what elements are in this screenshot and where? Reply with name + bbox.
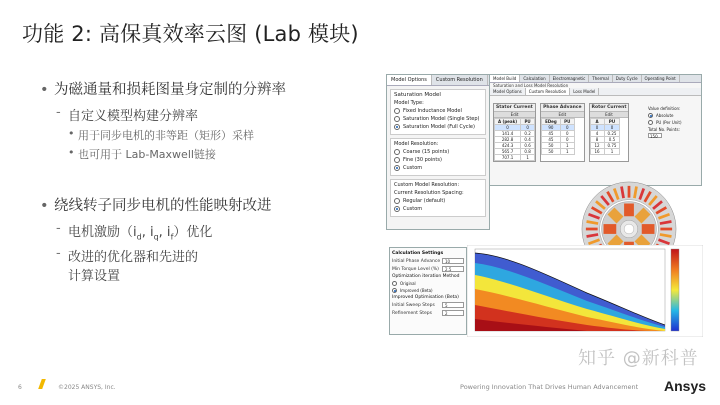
bullet-1-sub (56, 105, 380, 124)
table-cell[interactable]: 50 (542, 149, 561, 155)
edit-dropdown[interactable]: Edit (541, 111, 583, 118)
bullet-1-sub-a (68, 127, 380, 143)
value-definition-label: Value definition: (648, 106, 681, 111)
saturation-model-group (390, 89, 486, 135)
table-cell[interactable]: 707.1 (495, 155, 521, 161)
table-title: Stator Current (494, 104, 535, 111)
table-cell[interactable]: 1 (560, 143, 574, 149)
table-row[interactable] (495, 155, 535, 161)
sweep-input[interactable]: 5 (442, 302, 464, 308)
bullet-1 (40, 78, 380, 99)
table-cell[interactable]: 45 (542, 131, 561, 137)
model-options-panel (386, 74, 490, 230)
radio-selected-icon (394, 124, 400, 130)
dash-icon: - (56, 221, 61, 236)
radio-full-cycle[interactable]: Saturation Model (Full Cycle) (394, 124, 482, 130)
table-cell[interactable]: 0.75 (604, 143, 620, 149)
rotor-pole (624, 204, 634, 217)
table-cell[interactable]: 12 (590, 143, 604, 149)
min-torque-input[interactable]: 2.5 (442, 266, 464, 272)
radio-fixed-inductance[interactable]: Fixed Inductance Model (394, 108, 482, 114)
subtab-loss-model[interactable]: Loss Model (570, 88, 599, 95)
stator-slot (660, 228, 672, 231)
radio-regular[interactable]: Regular (default) (394, 198, 482, 204)
radio-icon (394, 198, 400, 204)
brand-slash-icon (38, 379, 46, 389)
panel-title: Calculation Settings (392, 251, 444, 256)
slide-title: 功能 2: 高保真效率云图 (Lab 模块) (22, 22, 359, 46)
bullet-1-sub-text: 自定义模型构建分辨率 (68, 109, 199, 124)
radio-absolute[interactable]: Absolute (648, 113, 682, 118)
radio-single-step[interactable]: Saturation Model (Single Step) (394, 116, 482, 122)
tab-calculation[interactable]: Calculation (520, 75, 549, 82)
bullet-2-sub-a-text: 电机激励（$i_d$, $i_q$, $i_f$）优化 (68, 225, 213, 242)
radio-selected-icon (394, 206, 400, 212)
value-options (648, 105, 682, 139)
radio-icon (648, 120, 653, 125)
tab-custom-resolution[interactable]: Custom Resolution (432, 75, 488, 85)
radio-improved[interactable]: Improved (Beta) (392, 288, 464, 293)
column-header: A (590, 119, 604, 125)
tab-electromagnetic[interactable]: Electromagnetic (550, 75, 590, 82)
model-options-tabs (387, 75, 489, 86)
page-number: 6 (18, 384, 22, 391)
total-points-field[interactable]: 150 (648, 133, 662, 138)
panel-header: Saturation and Loss Model Resolution (493, 83, 569, 88)
bullet-list (40, 78, 380, 287)
radio-per-unit[interactable]: PU (Per Unit) (648, 120, 682, 125)
table-cell[interactable]: 424.3 (495, 143, 521, 149)
table-cell[interactable]: 0 (604, 125, 620, 131)
colorbar (671, 249, 679, 331)
table-cell[interactable]: 282.8 (495, 137, 521, 143)
model-type-label: Model Type: (394, 100, 424, 106)
table-cell[interactable]: 90 (542, 125, 561, 131)
bullet-1-sub-b-text: 也可用于 Lab-Maxwell链接 (78, 148, 216, 161)
column-header: EDeg (542, 119, 561, 125)
table-cell[interactable]: 1 (521, 155, 535, 161)
bullet-2 (40, 194, 380, 215)
bullet-1-text: 为磁通量和损耗图量身定制的分辨率 (54, 82, 286, 98)
rotor-pole (642, 224, 655, 234)
radio-selected-icon (648, 113, 653, 118)
radio-icon (394, 116, 400, 122)
main-tabs (490, 75, 701, 83)
table-cell[interactable]: 0.4 (521, 137, 535, 143)
radio-spacing-custom[interactable]: Custom (394, 206, 482, 212)
min-torque-row: Min Torque Level (%) 2.5 (392, 266, 464, 272)
radio-original[interactable]: Original (392, 281, 464, 286)
sub-tabs (490, 88, 701, 96)
tab-model-options[interactable]: Model Options (387, 75, 432, 85)
bullet-2-sub-a (56, 221, 380, 242)
table-cell[interactable]: 0.25 (604, 131, 620, 137)
radio-selected-icon (394, 165, 400, 171)
table-title: Rotor Current (591, 105, 627, 110)
subtab-model-options[interactable]: Model Options (490, 88, 526, 95)
resolution-group (390, 138, 486, 176)
table-cell[interactable]: 0 (560, 125, 574, 131)
bullet-1-sub-b (68, 146, 380, 162)
rotor-pole (604, 224, 617, 234)
radio-icon (394, 157, 400, 163)
column-header: PU (604, 119, 620, 125)
refine-input[interactable]: 2 (442, 310, 464, 316)
bullet-dot-icon: • (40, 82, 49, 98)
calculation-settings-panel (389, 247, 467, 335)
bullet-dot-icon: • (40, 198, 49, 214)
table-title: Phase Advance (543, 105, 582, 110)
table-cell[interactable]: 141.4 (495, 131, 521, 137)
group-title: Saturation Model (394, 92, 441, 98)
sweep-row: Initial Sweep Steps 5 (392, 302, 464, 308)
radio-custom[interactable]: Custom (394, 165, 482, 171)
phase-advance-row: Initial Phase Advance 10 (392, 258, 464, 264)
edit-dropdown[interactable]: Edit (590, 111, 629, 118)
bullet-2-sub-b (56, 246, 380, 284)
ansys-logo: Ansys (664, 378, 707, 394)
subtab-custom-resolution[interactable]: Custom Resolution (526, 88, 571, 95)
radio-selected-icon (392, 288, 397, 293)
column-header: A (peak) (495, 119, 521, 125)
tagline: Powering Innovation That Drives Human Advancement (460, 383, 639, 391)
table-cell[interactable]: 45 (542, 137, 561, 143)
radio-coarse[interactable]: Coarse (15 points) (394, 149, 482, 155)
table-cell[interactable]: 8 (590, 137, 604, 143)
phase-advance-table (540, 103, 584, 162)
refine-row: Refinement Steps 2 (392, 310, 464, 316)
table-row[interactable] (542, 149, 575, 155)
table-cell[interactable]: 0 (521, 125, 535, 131)
copyright: ©2025 ANSYS, Inc. (58, 384, 116, 391)
tab-thermal[interactable]: Thermal (589, 75, 612, 82)
stator-slot (628, 186, 631, 198)
column-header: PU (560, 119, 574, 125)
radio-icon (394, 108, 400, 114)
bullet-dot-icon: • (68, 146, 75, 159)
table-cell[interactable]: 565.7 (495, 149, 521, 155)
bullet-dot-icon: • (68, 127, 75, 140)
phase-advance-input[interactable]: 10 (442, 258, 464, 264)
table-cell[interactable]: 0.5 (604, 137, 620, 143)
stator-current-table (493, 103, 536, 162)
table-cell[interactable]: 0 (560, 131, 574, 137)
table-cell[interactable]: 1 (604, 149, 620, 155)
custom-resolution-label: Custom Model Resolution: (394, 182, 460, 188)
efficiency-contour-map (467, 245, 703, 337)
table-cell[interactable]: 0.8 (521, 149, 535, 155)
tables-row (493, 103, 629, 162)
tab-operating-point[interactable]: Operating Point (642, 75, 680, 82)
stator-slot (586, 228, 598, 231)
total-points-label: Total No. Points: (648, 127, 680, 132)
bullet-1-sub-a-text: 用于同步电机的非等距（矩形）采样 (78, 129, 254, 142)
table-cell[interactable]: 0 (560, 137, 574, 143)
spacing-label: Current Resolution Spacing: (394, 190, 464, 196)
table-cell[interactable]: 0 (495, 125, 521, 131)
radio-fine[interactable]: Fine (30 points) (394, 157, 482, 163)
resolution-panel (489, 74, 702, 186)
tab-model-build[interactable]: Model Build (490, 75, 520, 82)
dash-icon: - (56, 105, 61, 120)
table-cell[interactable]: 0 (590, 125, 604, 131)
table-cell[interactable]: 16 (590, 149, 604, 155)
dash-icon: - (56, 245, 61, 261)
table-cell[interactable]: 0.2 (521, 131, 535, 137)
rotor-current-table (589, 103, 630, 162)
table-cell[interactable]: 1 (560, 149, 574, 155)
watermark: 知乎 @新科普 (578, 348, 699, 369)
bullet-2-text: 绕线转子同步电机的性能映射改进 (54, 198, 272, 214)
table-cell[interactable]: 50 (542, 143, 561, 149)
table-cell[interactable]: 4 (590, 131, 604, 137)
tab-duty-cycle[interactable]: Duty Cycle (613, 75, 642, 82)
spacing-group (390, 179, 486, 217)
table-row[interactable] (590, 149, 620, 155)
radio-icon (392, 281, 397, 286)
edit-dropdown[interactable]: Edit (494, 111, 535, 118)
table-cell[interactable]: 0.6 (521, 143, 535, 149)
column-header: PU (521, 119, 535, 125)
resolution-label: Model Resolution: (394, 141, 439, 147)
iteration-label: Optimization iteration Method (392, 274, 460, 279)
radio-icon (394, 149, 400, 155)
optimisation-label: Improved Optimisation (Beta) (392, 295, 459, 300)
bullet-2-sub-b-text: 改进的优化器和先进的 计算设置 (68, 249, 199, 284)
